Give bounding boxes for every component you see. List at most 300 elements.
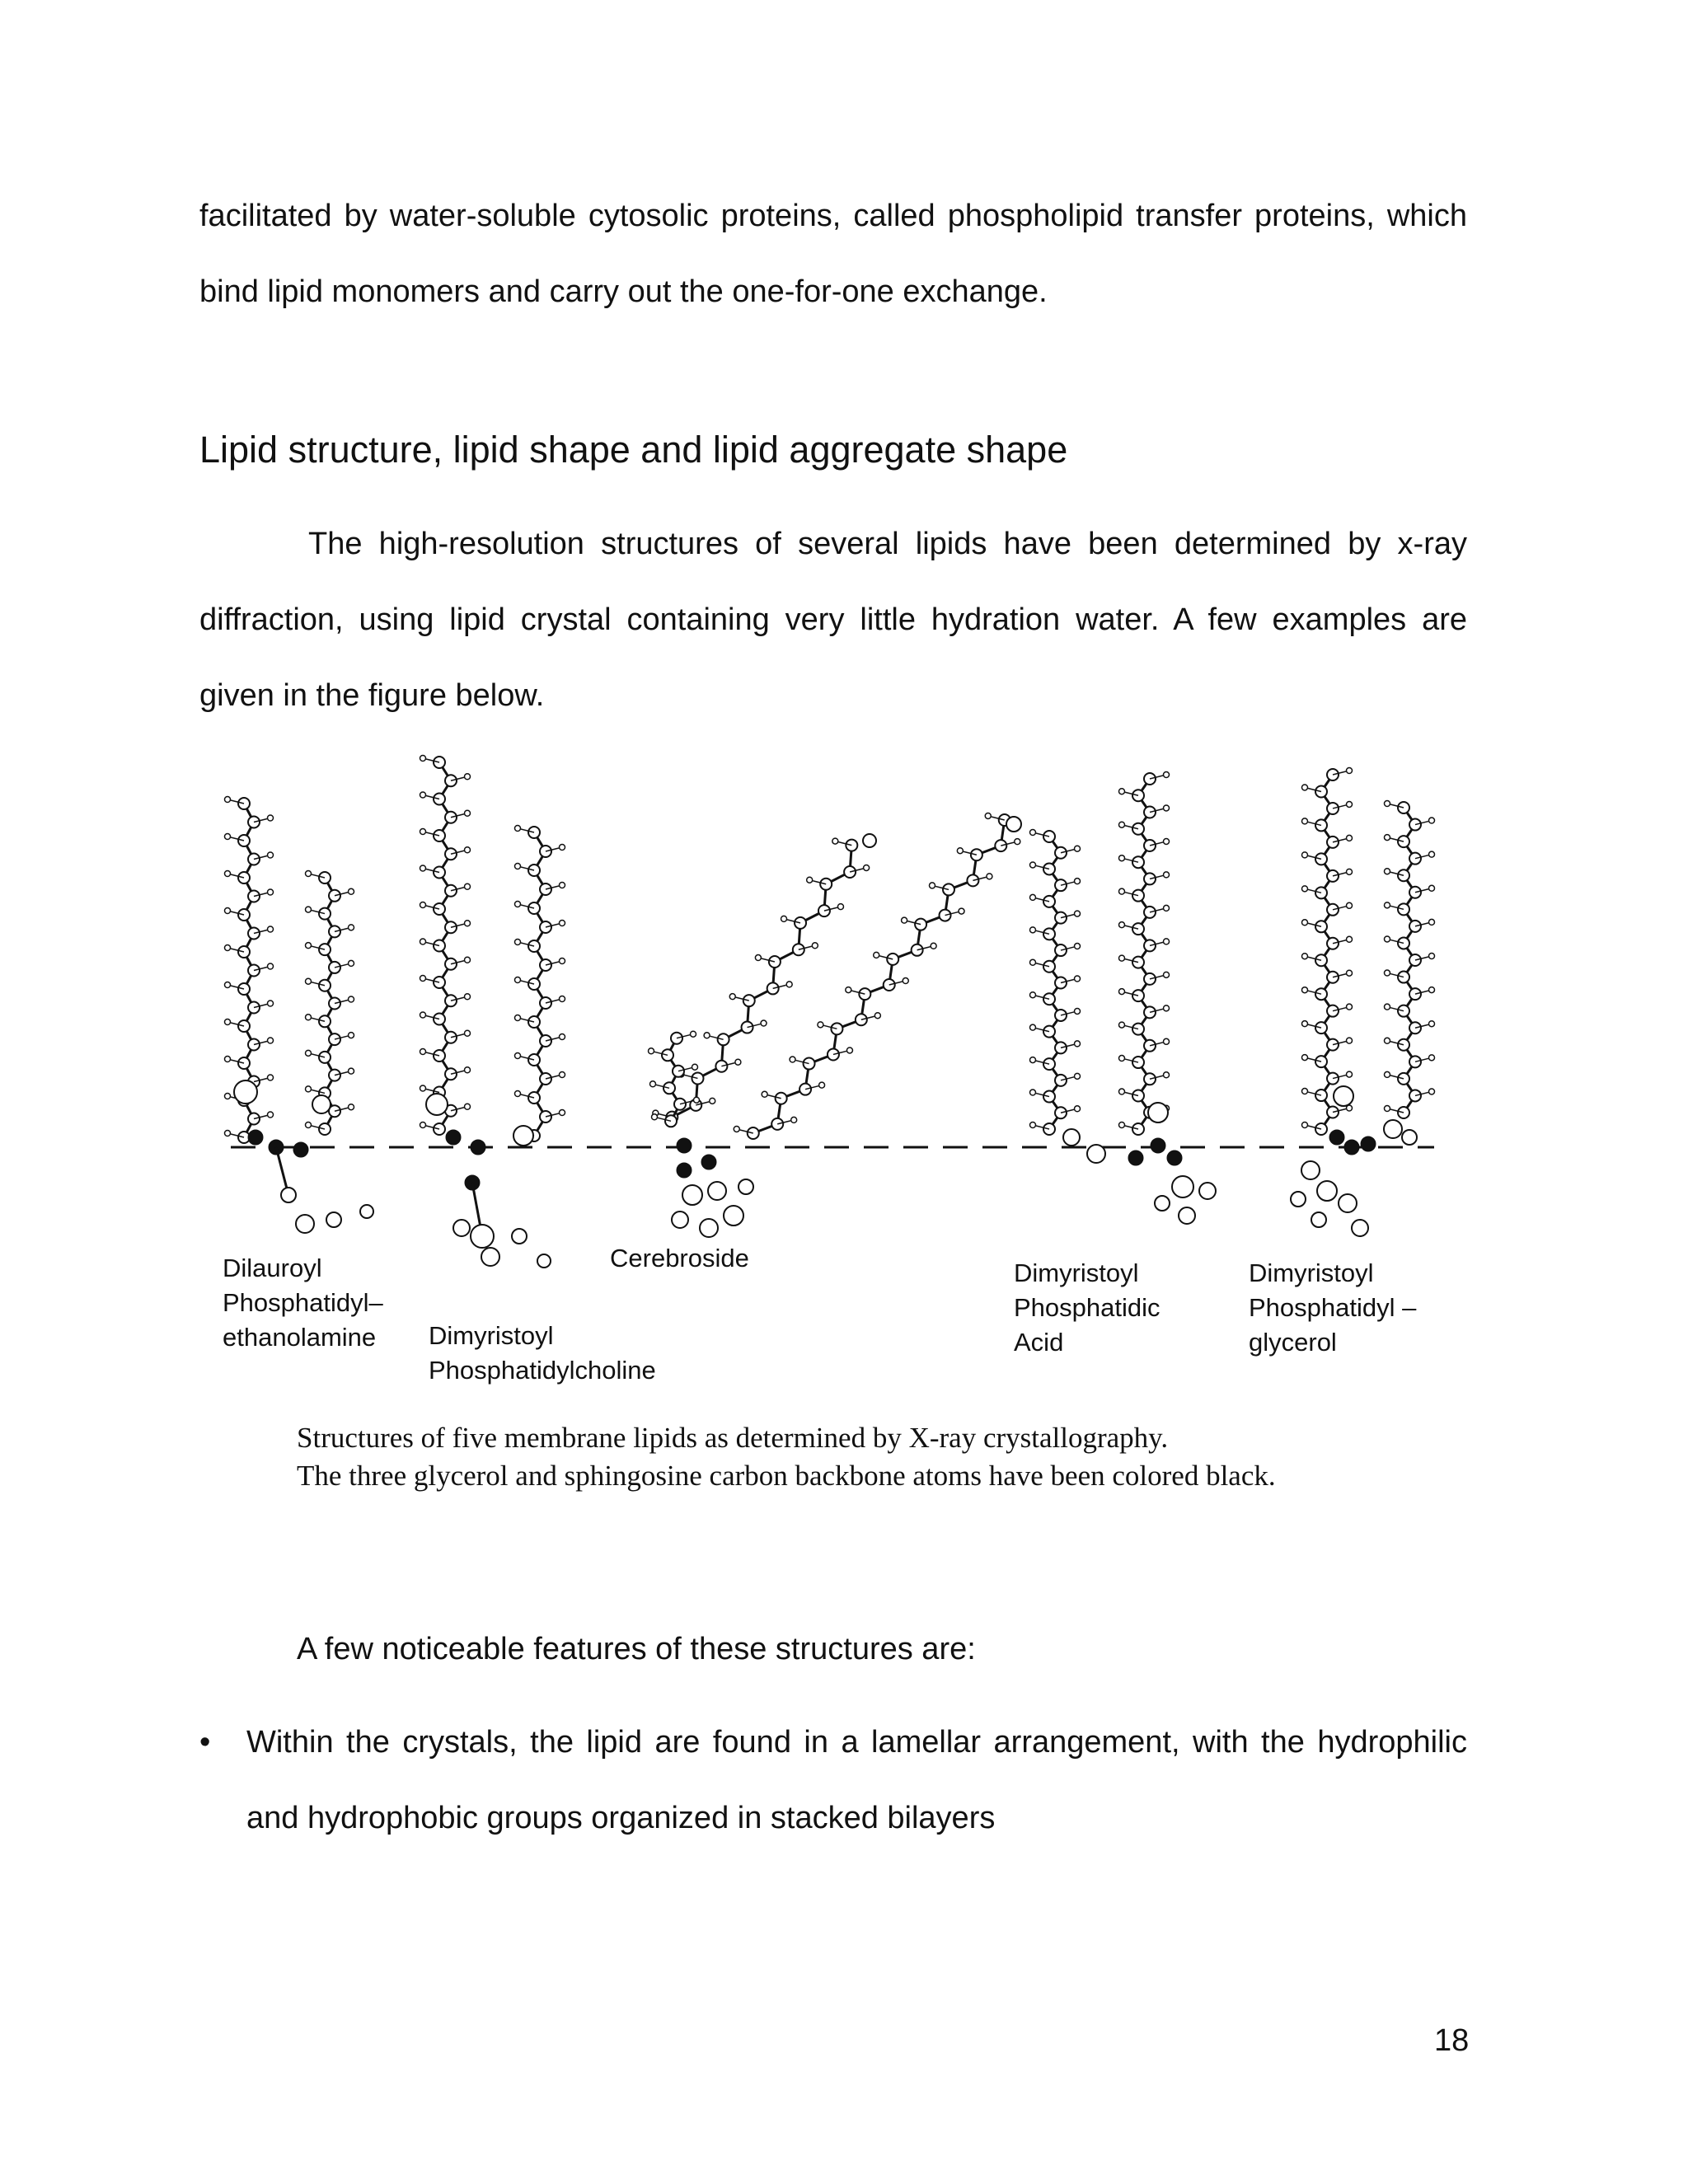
dmpg-chain-2-h-atom <box>1385 801 1390 807</box>
dmpg-chain-1-atom <box>1315 921 1327 932</box>
label-dmpc: Dimyristoyl Phosphatidylcholine <box>429 1321 656 1385</box>
dmpg-chain-1-h-atom <box>1302 818 1308 824</box>
dlpe-head-atom <box>296 1215 314 1233</box>
cerebroside-chain-1-h-atom <box>761 1020 767 1026</box>
dmpa-chain-1-h-atom <box>1075 1073 1081 1079</box>
dmpg-backbone-3 <box>1361 1137 1376 1151</box>
dmpg-ester-o <box>1402 1130 1417 1145</box>
dmpc-chain-1-h-atom <box>420 756 426 762</box>
dmpc-chain-1-h-atom <box>465 883 471 889</box>
dlpe-chain-2-h-atom <box>349 960 354 966</box>
dmpc-carbonyl-o <box>513 1126 533 1146</box>
bullet-item-1: Within the crystals, the lipid are found in a lamellar arrangement, with the hydrophilic and hydrophobic groups organized in stacked bilayers <box>246 1725 1467 1835</box>
caption-line-2: The three glycerol and sphingosine carbon backbone atoms have been colored black. <box>297 1460 1276 1492</box>
dmpg-chain-2-h-atom <box>1385 1038 1390 1043</box>
dmpg-chain-1-h-atom <box>1302 852 1308 858</box>
dmpa-chain-2-h-atom <box>1164 939 1170 944</box>
dlpe-chain-1-h-atom <box>225 797 231 803</box>
cerebroside-chain-2-atom <box>967 874 978 886</box>
dlpe-chain-1-h-atom <box>268 815 274 821</box>
cerebroside-chain-2-atom <box>995 840 1006 851</box>
dmpg-chain-2-h-atom <box>1385 936 1390 942</box>
dmpg-chain-1-h-atom <box>1347 902 1353 908</box>
dmpg-chain-2-atom <box>1398 903 1409 915</box>
dmpc-chain-1-h-atom <box>420 939 426 944</box>
dlpe-chain-2-h-atom <box>306 1086 312 1092</box>
dmpa-chain-2-h-atom <box>1119 888 1125 894</box>
dmpg-chain-1-h-atom <box>1302 954 1308 959</box>
dmpg-head-atom <box>1291 1192 1306 1207</box>
cerebroside-chain-2-h-atom <box>846 987 851 993</box>
dmpc-head-atom <box>453 1220 470 1236</box>
dmpg-backbone-2 <box>1344 1140 1359 1155</box>
cerebroside-chain-2-atom <box>943 883 954 895</box>
dlpe-head-atom <box>326 1212 341 1227</box>
dmpg-chain-1-atom <box>1327 803 1339 814</box>
dmpg-carbonyl-o <box>1334 1086 1353 1106</box>
cerebroside-chain-2-h-atom <box>874 1013 880 1019</box>
dmpc-chain-2-h-atom <box>515 1091 521 1097</box>
dmpg-chain-1-h-atom <box>1302 785 1308 790</box>
dmpa-chain-1-h-atom <box>1075 879 1081 884</box>
dmpc-chain-2-h-atom <box>560 1072 565 1078</box>
dmpa-chain-2-h-atom <box>1164 872 1170 878</box>
cerebroside-sugar-atom <box>724 1206 743 1226</box>
dlpe-chain-2-h-atom <box>306 1050 312 1056</box>
dmpa-carbonyl-o <box>1063 1129 1080 1146</box>
dlpe-chain-1-h-atom <box>268 1112 274 1118</box>
dmpg-head-atom <box>1301 1161 1320 1179</box>
dmpa-backbone-3 <box>1167 1151 1182 1165</box>
cerebroside-chain-2-bonds <box>753 820 1005 1133</box>
cerebroside-chain-2-h-atom <box>846 1047 852 1053</box>
dmpg-chain-1-h-atom <box>1347 1038 1353 1043</box>
cerebroside-chain-3-h-atom <box>652 1114 658 1120</box>
dmpa-chain-2-atom <box>1132 823 1144 835</box>
dmpc-chain-1-h-atom <box>465 1067 471 1073</box>
cerebroside-chain-2-h-atom <box>734 1126 739 1132</box>
cerebroside-chain-2-atom <box>915 919 926 930</box>
dmpg-chain-2-atom <box>1398 1039 1409 1051</box>
dlpe-chain-1-h-atom <box>268 1075 274 1080</box>
dmpa-chain-1-atom <box>1055 1075 1067 1086</box>
dmpc-chain-2-h-atom <box>515 826 521 832</box>
cerebroside-chain-2-atom <box>912 944 923 956</box>
dmpa-chain-2-atom <box>1144 1040 1156 1052</box>
figure-caption <box>297 1419 1276 1495</box>
dlpe-chain-1-h-atom <box>225 871 231 877</box>
dlpe-chain-2-h-atom <box>349 888 354 894</box>
dmpc-choline-atom <box>537 1254 551 1268</box>
dlpe-chain-1-h-atom <box>268 963 274 969</box>
dmpg-chain-1-h-atom <box>1302 987 1308 993</box>
dmpg-chain-2-h-atom <box>1429 885 1435 891</box>
label-dlpe: Dilauroyl Phosphatidyl– ethanolamine <box>223 1254 383 1352</box>
dmpg-chain-1-h-atom <box>1347 768 1353 774</box>
dlpe-chain-1-h-atom <box>225 1131 231 1137</box>
dmpg-chain-1-h-atom <box>1302 1021 1308 1027</box>
dmpa-chain-2-h-atom <box>1164 772 1170 778</box>
dmpa-chain-2-h-atom <box>1119 1022 1125 1028</box>
dlpe-chain-2-atom <box>329 926 340 937</box>
dmpa-chain-1-atom <box>1043 961 1055 972</box>
dmpc-chain-1-h-atom <box>420 902 426 908</box>
dlpe-chain-1-h-atom <box>268 1038 274 1043</box>
cerebroside-chain-2-h-atom <box>874 952 879 958</box>
dmpg-carbonyl-o <box>1384 1120 1402 1138</box>
dmpg-chain-2-atom <box>1409 887 1421 898</box>
dmpc-chain-2-h-atom <box>515 940 521 945</box>
dmpa-chain-1-h-atom <box>1030 862 1036 868</box>
cerebroside-chain-2-h-atom <box>931 943 936 949</box>
cerebroside-chain-1-h-atom <box>864 865 870 870</box>
cerebroside-chain-1-h-atom <box>807 877 813 883</box>
dmpg-chain-1-atom <box>1327 870 1339 882</box>
dlpe-chain-2-h-atom <box>306 907 312 912</box>
dlpe-chain-2-atom <box>319 980 331 991</box>
dmpa-chain-1-h-atom <box>1075 1106 1081 1112</box>
dmpc-chain-2-h-atom <box>560 1110 565 1116</box>
dmpc-phosphate <box>471 1225 494 1248</box>
dmpg-chain-1-h-atom <box>1302 1055 1308 1061</box>
dmpg-chain-2-atom <box>1409 1056 1421 1067</box>
dmpa-chain-2-atom <box>1144 973 1156 985</box>
dmpa-chain-2-h-atom <box>1119 822 1125 827</box>
dlpe-chain-1-h-atom <box>268 926 274 932</box>
dlpe-head-atom <box>281 1188 296 1202</box>
dmpa-chain-2-h-atom <box>1119 855 1125 861</box>
cerebroside-chain-3-h-atom <box>650 1081 656 1087</box>
dlpe-chain-2-h-atom <box>349 1033 354 1038</box>
dmpa-chain-1-h-atom <box>1030 830 1036 836</box>
dmpc-backbone-1 <box>446 1130 461 1145</box>
dmpc-chain-2-h-atom <box>515 1015 521 1021</box>
dmpa-chain-1-h-atom <box>1030 1024 1036 1030</box>
dmpc-head-atom <box>481 1248 499 1266</box>
paragraph-continued: facilitated by water-soluble cytosolic proteins, called phospholipid transfer proteins, which bind lipid monomers and carry out the one-for-one exchange. <box>199 199 1467 309</box>
cerebroside-chain-1-h-atom <box>735 1059 741 1065</box>
dmpa-chain-2-h-atom <box>1119 989 1125 995</box>
dlpe-chain-2-atom <box>319 1052 331 1063</box>
dmpg-chain-1-h-atom <box>1347 835 1353 841</box>
dlpe-chain-2-h-atom <box>349 925 354 930</box>
cerebroside-chain-3-atom <box>671 1033 682 1044</box>
cerebroside-chain-2-h-atom <box>902 917 907 923</box>
dmpc-chain-1-h-atom <box>420 1049 426 1055</box>
cerebroside-backbone-3 <box>701 1155 716 1169</box>
dmpa-chain-2-h-atom <box>1119 1089 1125 1094</box>
dmpa-chain-2-h-atom <box>1164 838 1170 844</box>
dlpe-chain-1-h-atom <box>225 1057 231 1062</box>
dmpa-chain-1-h-atom <box>1075 1008 1081 1014</box>
cerebroside-chain-2-atom <box>887 954 898 965</box>
dmpa-chain-1-h-atom <box>1075 846 1081 851</box>
dmpg-chain-2-h-atom <box>1429 851 1435 857</box>
dmpa-head-atom <box>1199 1183 1216 1199</box>
dmpg-chain-1-h-atom <box>1347 801 1353 807</box>
cerebroside-chain-1-h-atom <box>729 994 735 1000</box>
dmpa-chain-1-atom <box>1043 928 1055 940</box>
dmpg-chain-1-h-atom <box>1347 1004 1353 1010</box>
caption-line-1: Structures of five membrane lipids as determined by X-ray crystallography. <box>297 1422 1169 1454</box>
dmpg-chain-1-atom <box>1327 972 1339 983</box>
dmpa-chain-2-atom <box>1144 1006 1156 1018</box>
dlpe-chain-2-h-atom <box>306 978 312 984</box>
cerebroside-chain-2-atom <box>771 1118 783 1130</box>
cerebroside-chain-2-h-atom <box>791 1117 797 1122</box>
dmpg-chain-2-h-atom <box>1429 1089 1435 1094</box>
dmpg-chain-1-atom <box>1327 938 1339 949</box>
dlpe-chain-1-h-atom <box>268 852 274 858</box>
molecule-drawings <box>198 742 1484 1269</box>
cerebroside-chain-1-atom <box>795 917 806 929</box>
dmpa-chain-2-atom <box>1144 873 1156 884</box>
dlpe-chain-2-h-atom <box>306 871 312 877</box>
dmpa-backbone-2 <box>1128 1151 1143 1165</box>
dmpc-chain-2-h-atom <box>560 845 565 851</box>
cerebroside-chain-2-h-atom <box>818 1022 823 1028</box>
dmpg-chain-1-atom <box>1315 819 1327 831</box>
dlpe-head-atom <box>360 1205 373 1218</box>
dmpc-chain-1-h-atom <box>465 957 471 963</box>
dmpg-chain-1-atom <box>1315 853 1327 865</box>
dmpg-head-atom <box>1339 1194 1357 1212</box>
dlpe-backbone-3 <box>293 1142 308 1157</box>
cerebroside-sugar-atom <box>700 1219 718 1237</box>
cerebroside-terminal-atom <box>863 834 876 847</box>
cerebroside-backbone-2 <box>677 1163 692 1178</box>
cerebroside-sugar-atom <box>738 1179 753 1194</box>
dmpg-chain-1-atom <box>1327 904 1339 916</box>
dmpc-chain-2-h-atom <box>560 1034 565 1040</box>
dmpg-chain-1-h-atom <box>1302 1089 1308 1094</box>
cerebroside-chain-2-atom <box>776 1093 787 1104</box>
dmpg-chain-2-h-atom <box>1429 818 1435 823</box>
cerebroside-chain-1-h-atom <box>781 916 787 921</box>
dmpa-chain-1-atom <box>1055 1107 1067 1118</box>
dmpg-chain-2-h-atom <box>1385 902 1390 908</box>
dlpe-chain-1-h-atom <box>225 908 231 914</box>
dmpc-chain-2-h-atom <box>515 902 521 907</box>
dmpc-chain-1-h-atom <box>465 847 471 853</box>
dmpc-chain-2-h-atom <box>560 921 565 926</box>
dmpc-chain-2-h-atom <box>515 1053 521 1059</box>
cerebroside-chain-2-h-atom <box>903 978 908 984</box>
cerebroside-chain-3-h-atom <box>692 1064 697 1070</box>
dmpc-carbonyl-o <box>426 1094 448 1115</box>
section-heading: Lipid structure, lipid shape and lipid aggregate shape <box>199 429 1068 471</box>
cerebroside-chain-1-h-atom <box>710 1098 715 1104</box>
dmpg-chain-2-h-atom <box>1429 1055 1435 1061</box>
label-dmpg: Dimyristoyl Phosphatidyl – glycerol <box>1249 1258 1417 1357</box>
cerebroside-chain-2-h-atom <box>987 874 992 879</box>
dmpa-chain-1-atom <box>1055 1042 1067 1053</box>
cerebroside-chain-3-h-atom <box>693 1097 699 1103</box>
dmpc-chain-2-h-atom <box>515 977 521 983</box>
dmpa-chain-1-h-atom <box>1075 944 1081 949</box>
dmpa-head-atom <box>1179 1207 1195 1224</box>
dmpa-chain-2-h-atom <box>1164 1005 1170 1011</box>
dmpg-chain-2-h-atom <box>1385 835 1390 841</box>
dmpa-chain-2-h-atom <box>1119 1122 1125 1128</box>
dmpg-chain-2-h-atom <box>1385 1106 1390 1112</box>
cerebroside-chain-1-h-atom <box>832 838 838 844</box>
dmpa-head-atom <box>1155 1196 1170 1211</box>
cerebroside-chain-1-atom <box>844 866 856 878</box>
dmpg-chain-2-h-atom <box>1385 1004 1390 1010</box>
dmpg-chain-2-atom <box>1409 921 1421 932</box>
cerebroside-chain-1-h-atom <box>812 943 818 949</box>
dmpa-chain-1-atom <box>1043 896 1055 907</box>
cerebroside-chain-1-h-atom <box>786 982 792 987</box>
cerebroside-chain-2-atom <box>831 1023 842 1034</box>
dmpc-chain-1-h-atom <box>420 865 426 871</box>
dmpc-backbone-2 <box>471 1140 485 1155</box>
cerebroside-chain-1-atom <box>715 1061 727 1072</box>
cerebroside-chain-1-h-atom <box>755 955 761 961</box>
dmpa-chain-2-h-atom <box>1164 1072 1170 1078</box>
dmpg-chain-1-h-atom <box>1347 970 1353 976</box>
cerebroside-chain-2-h-atom <box>929 883 935 888</box>
cerebroside-chain-1-h-atom <box>837 904 843 910</box>
dmpa-chain-2-atom <box>1144 840 1156 851</box>
dmpg-chain-2-h-atom <box>1429 954 1435 959</box>
dmpa-phosphate <box>1172 1176 1193 1197</box>
dlpe-chain-2-atom <box>329 890 340 902</box>
dmpg-backbone-1 <box>1329 1130 1344 1145</box>
cerebroside-chain-3-atom <box>673 1066 684 1077</box>
dmpg-chain-1-h-atom <box>1347 936 1353 942</box>
dmpc-chain-1-h-atom <box>465 1104 471 1109</box>
cerebroside-backbone-1 <box>677 1138 692 1153</box>
dmpa-chain-1-h-atom <box>1075 976 1081 982</box>
dmpc-chain-1-h-atom <box>420 1012 426 1018</box>
dmpa-chain-1-h-atom <box>1030 992 1036 998</box>
dlpe-chain-2-h-atom <box>306 1015 312 1020</box>
dmpa-chain-1-h-atom <box>1030 894 1036 900</box>
dmpa-chain-2-atom <box>1144 940 1156 951</box>
dlpe-chain-2-h-atom <box>349 1068 354 1074</box>
dmpa-chain-1-h-atom <box>1030 959 1036 965</box>
dlpe-chain-1-h-atom <box>225 982 231 988</box>
dmpa-carbonyl-o <box>1148 1103 1168 1122</box>
cerebroside-chain-2-h-atom <box>959 908 964 914</box>
cerebroside-chain-3-h-atom <box>649 1048 654 1054</box>
dlpe-chain-1-h-atom <box>225 1019 231 1025</box>
dlpe-chain-2-h-atom <box>306 1122 312 1128</box>
dmpa-chain-1-h-atom <box>1030 1090 1036 1095</box>
dmpa-chain-2-h-atom <box>1119 922 1125 928</box>
dlpe-carbonyl-o <box>312 1095 331 1113</box>
dmpa-chain-2-atom <box>1144 806 1156 818</box>
dlpe-chain-2-h-atom <box>306 943 312 949</box>
dmpc-chain-2-h-atom <box>560 958 565 964</box>
dmpc-chain-1-h-atom <box>420 1122 426 1128</box>
bullet-dot: • <box>199 1725 211 1760</box>
dmpg-chain-2-atom <box>1398 937 1409 949</box>
dmpg-chain-1-h-atom <box>1347 869 1353 874</box>
dmpg-chain-1-h-atom <box>1302 920 1308 926</box>
cerebroside-chain-1-atom <box>692 1072 703 1084</box>
dmpa-backbone-1 <box>1151 1138 1165 1153</box>
dmpc-chain-1-h-atom <box>420 1085 426 1091</box>
dmpa-chain-1-h-atom <box>1030 1122 1036 1128</box>
dmpc-chain-2-h-atom <box>560 996 565 1002</box>
dlpe-chain-1-h-atom <box>225 945 231 951</box>
dmpa-chain-1-atom <box>1043 863 1055 874</box>
dmpa-chain-1-h-atom <box>1075 1041 1081 1047</box>
cerebroside-sugar-atom <box>708 1182 726 1200</box>
label-dmpa: Dimyristoyl Phosphatidic Acid <box>1014 1258 1160 1357</box>
dmpg-chain-1-atom <box>1315 887 1327 898</box>
dmpg-head-atom <box>1352 1220 1368 1236</box>
dlpe-chain-2-atom <box>329 962 340 973</box>
cerebroside-chain-2-h-atom <box>985 813 991 818</box>
dmpa-chain-2-h-atom <box>1119 789 1125 794</box>
dmpc-chain-1-h-atom <box>465 1030 471 1036</box>
cerebroside-chain-3-h-atom <box>690 1031 696 1037</box>
dmpa-chain-2-atom <box>1144 907 1156 918</box>
dmpc-chain-1-h-atom <box>465 810 471 816</box>
dmpa-chain-2-h-atom <box>1164 972 1170 977</box>
cerebroside-chain-1-atom <box>793 944 804 955</box>
dmpa-chain-1-h-atom <box>1030 927 1036 933</box>
dlpe-backbone-1 <box>248 1130 263 1145</box>
dmpc-chain-1-h-atom <box>420 792 426 798</box>
dmpa-chain-2-h-atom <box>1164 1038 1170 1044</box>
cerebroside-chain-1-atom <box>769 956 781 968</box>
cerebroside-terminal-atom <box>1006 817 1021 832</box>
dmpc-chain-1-h-atom <box>465 774 471 780</box>
dlpe-chain-2-h-atom <box>349 1104 354 1110</box>
features-intro: A few noticeable features of these structures are: <box>297 1632 976 1666</box>
dmpg-chain-2-h-atom <box>1385 1071 1390 1077</box>
dmpg-chain-2-h-atom <box>1385 869 1390 874</box>
cerebroside-chain-2-h-atom <box>790 1057 795 1062</box>
dmpc-chain-2-h-atom <box>560 883 565 888</box>
dmpg-chain-1-atom <box>1315 785 1327 797</box>
dlpe-chain-1-h-atom <box>268 889 274 895</box>
dmpa-chain-2-h-atom <box>1164 805 1170 811</box>
dmpa-chain-2-h-atom <box>1119 1056 1125 1062</box>
dmpa-chain-1-h-atom <box>1030 1057 1036 1063</box>
dmpg-chain-2-h-atom <box>1429 919 1435 925</box>
dmpa-chain-2-h-atom <box>1119 955 1125 961</box>
cerebroside-chain-2-h-atom <box>957 848 963 854</box>
dmpc-chain-2-h-atom <box>515 864 521 869</box>
dmpc-choline-atom <box>512 1229 527 1244</box>
dlpe-carbonyl-o <box>234 1080 257 1104</box>
dmpg-chain-1-h-atom <box>1302 886 1308 892</box>
cerebroside-sugar-atom <box>672 1212 688 1228</box>
dmpc-chain-1-h-atom <box>465 994 471 1000</box>
dmpa-chain-1-h-atom <box>1075 911 1081 916</box>
page-number: 18 <box>1434 2023 1470 2058</box>
dmpa-chain-2-h-atom <box>1164 905 1170 911</box>
dmpc-chain-1-h-atom <box>420 829 426 835</box>
dmpc-chain-1-h-atom <box>420 976 426 982</box>
cerebroside-chain-2-atom <box>828 1048 839 1060</box>
paragraph-intro: The high-resolution structures of several lipids have been determined by x-ray diffraction, using lipid crystal containing very little hydration water. A few examples are given in the figure below. <box>199 527 1467 713</box>
cerebroside-sugar-atom <box>682 1185 702 1205</box>
dmpg-head-atom <box>1311 1212 1326 1227</box>
dlpe-chain-1-h-atom <box>268 1001 274 1006</box>
dmpg-head-atom <box>1317 1181 1337 1201</box>
cerebroside-chain-2-h-atom <box>762 1091 767 1097</box>
dmpa-ester-o <box>1087 1145 1105 1163</box>
dlpe-chain-2-h-atom <box>349 996 354 1002</box>
cerebroside-chain-1-h-atom <box>704 1033 710 1038</box>
